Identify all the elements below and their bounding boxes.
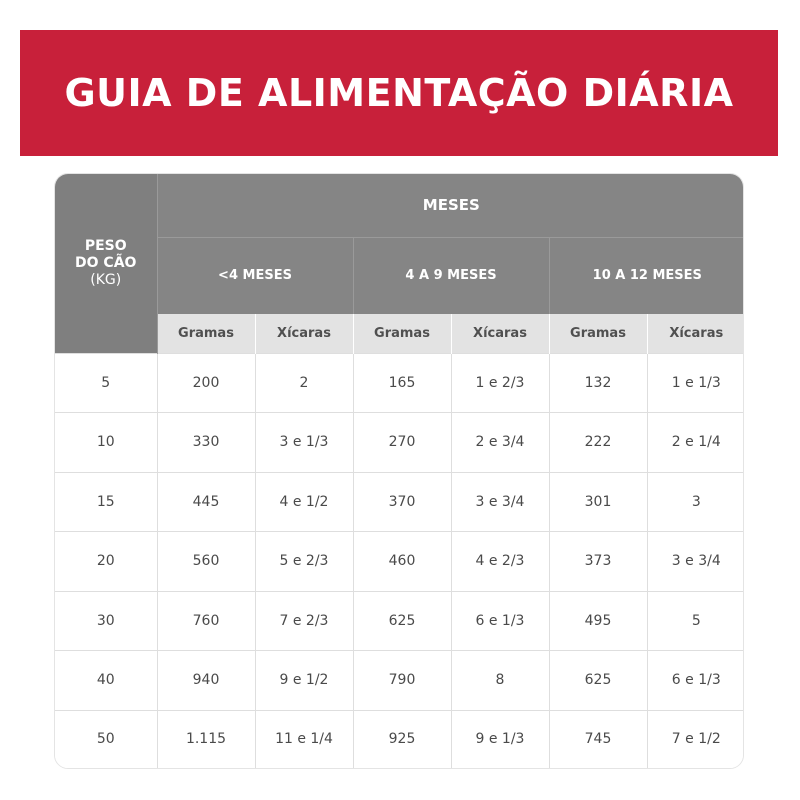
- table-cell: 200: [157, 353, 255, 413]
- table-row: [55, 353, 744, 413]
- unit-subheader: Xícaras: [647, 314, 744, 353]
- table-row: [55, 472, 744, 532]
- table-cell: 7 e 1/2: [647, 710, 744, 768]
- title-banner: [20, 30, 778, 156]
- table-cell: 6 e 1/3: [647, 651, 744, 711]
- age-group-header: <4 MESES: [157, 237, 353, 314]
- feeding-guide-table-container: [54, 173, 744, 769]
- weight-header-line1: PESO: [84, 237, 127, 254]
- weight-header-unit: (KG): [90, 271, 122, 288]
- table-cell: 1 e 2/3: [451, 353, 549, 413]
- table-cell: 7 e 2/3: [255, 591, 353, 651]
- table-cell: 8: [451, 651, 549, 711]
- table-cell: 2: [255, 353, 353, 413]
- table-cell: 330: [157, 413, 255, 473]
- table-row: [55, 532, 744, 592]
- weight-cell: 40: [55, 651, 157, 711]
- table-cell: 460: [353, 532, 451, 592]
- table-cell: 560: [157, 532, 255, 592]
- age-group-header: 10 A 12 MESES: [549, 237, 744, 314]
- table-cell: 495: [549, 591, 647, 651]
- page-title: GUIA DE ALIMENTAÇÃO DIÁRIA: [64, 71, 734, 115]
- weight-cell: 5: [55, 353, 157, 413]
- table-cell: 132: [549, 353, 647, 413]
- table-cell: 745: [549, 710, 647, 768]
- weight-cell: 50: [55, 710, 157, 768]
- age-group-header: 4 A 9 MESES: [353, 237, 549, 314]
- table-cell: 165: [353, 353, 451, 413]
- table-cell: 445: [157, 472, 255, 532]
- table-cell: 2 e 1/4: [647, 413, 744, 473]
- table-cell: 222: [549, 413, 647, 473]
- table-cell: 790: [353, 651, 451, 711]
- table-cell: 3 e 3/4: [451, 472, 549, 532]
- table-cell: 3: [647, 472, 744, 532]
- unit-subheader: Xícaras: [451, 314, 549, 353]
- table-cell: 760: [157, 591, 255, 651]
- table-cell: 373: [549, 532, 647, 592]
- months-header: MESES: [157, 174, 744, 237]
- weight-cell: 15: [55, 472, 157, 532]
- table-row: [55, 591, 744, 651]
- table-cell: 625: [549, 651, 647, 711]
- unit-subheader: Gramas: [157, 314, 255, 353]
- table-cell: 6 e 1/3: [451, 591, 549, 651]
- table-cell: 270: [353, 413, 451, 473]
- table-cell: 3 e 1/3: [255, 413, 353, 473]
- weight-cell: 30: [55, 591, 157, 651]
- table-cell: 9 e 1/2: [255, 651, 353, 711]
- table-cell: 925: [353, 710, 451, 768]
- table-row: [55, 710, 744, 768]
- weight-header-line2: DO CÃO: [75, 254, 137, 271]
- feeding-guide-table: [55, 174, 744, 768]
- table-cell: 5: [647, 591, 744, 651]
- table-cell: 9 e 1/3: [451, 710, 549, 768]
- table-cell: 1 e 1/3: [647, 353, 744, 413]
- table-cell: 4 e 2/3: [451, 532, 549, 592]
- table-cell: 2 e 3/4: [451, 413, 549, 473]
- table-row: [55, 413, 744, 473]
- table-cell: 625: [353, 591, 451, 651]
- table-cell: 3 e 3/4: [647, 532, 744, 592]
- unit-subheader: Gramas: [549, 314, 647, 353]
- weight-cell: 10: [55, 413, 157, 473]
- table-cell: 11 e 1/4: [255, 710, 353, 768]
- table-cell: 4 e 1/2: [255, 472, 353, 532]
- unit-subheader: Xícaras: [255, 314, 353, 353]
- table-cell: 5 e 2/3: [255, 532, 353, 592]
- weight-header: [55, 174, 157, 353]
- weight-cell: 20: [55, 532, 157, 592]
- table-row: [55, 651, 744, 711]
- table-cell: 940: [157, 651, 255, 711]
- table-cell: 1.115: [157, 710, 255, 768]
- table-cell: 370: [353, 472, 451, 532]
- unit-subheader: Gramas: [353, 314, 451, 353]
- table-cell: 301: [549, 472, 647, 532]
